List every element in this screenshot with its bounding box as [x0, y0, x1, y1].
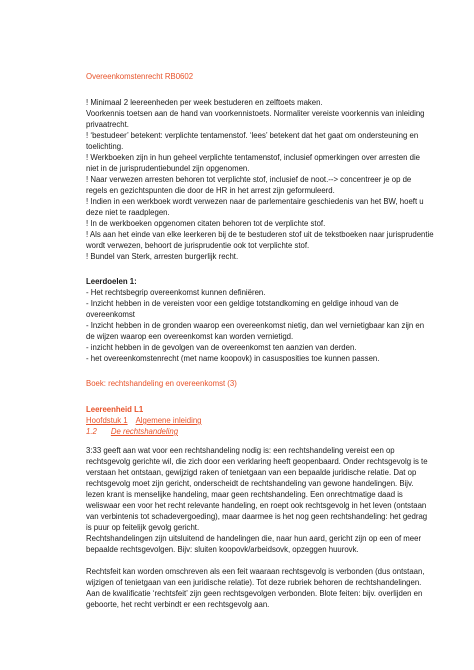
unit-heading: Leereenheid L1	[86, 405, 144, 414]
section-number: 1.2	[86, 427, 97, 436]
chapter-heading	[86, 415, 434, 426]
goal-item: - het overeenkomstenrecht (met name koopovk) in casusposities toe kunnen passen.	[86, 354, 380, 363]
note-line: Voorkennis toetsen aan de hand van voorkennistoets. Normaliter vereiste voorkennis van inleiding privaatrecht.	[86, 109, 425, 129]
note-line: ! Als aan het einde van elke leerkeren bij de te bestuderen stof uit de tekstboeken naar jurisprudentie wordt verwezen, behoort de jurisprudentie ook tot verplichte stof.	[86, 230, 434, 250]
body-paragraph: Rechtsfeit kan worden omschreven als een feit waaraan rechtsgevolg is verbonden (dus ontstaan, wijzigen of tenietgaan van een juridische relatie). Tot deze rubriek behoren de rechtshandelingen. Aan de kwalificatie ‘rechtsfeit’ zijn geen rechtsgevolgen verbonden. Blote feiten: bijv. overlijden en geboorte, het recht verbindt er een rechtsgevolg aan.	[86, 567, 425, 609]
chapter-number: Hoofdstuk 1	[86, 416, 128, 425]
goal-item: - Inzicht hebben in de gronden waarop een overeenkomst nietig, dan wel vernietigbaar kan zijn en de wijzen waarop een overeenkomst kan worden vernietigd.	[86, 321, 425, 341]
section-heading	[86, 426, 434, 437]
body-paragraph: Rechtshandelingen zijn uitsluitend de handelingen die, naar hun aard, gericht zijn op een of meer bepaalde rechtsgevolgen. Bijv: sluiten koopovk/arbeidsovk, opzeggen huurovk.	[86, 534, 422, 554]
notes-block	[86, 97, 434, 262]
note-line: ! Bundel van Sterk, arresten burgerlijk recht.	[86, 252, 239, 261]
goal-item: - Het rechtsbegrip overeenkomst kunnen definiëren.	[86, 288, 266, 297]
section-name: De rechtshandeling	[110, 427, 179, 436]
note-line: ! Minimaal 2 leereenheden per week bestuderen en zelftoets maken.	[86, 98, 323, 107]
note-line: ! Indien in een werkboek wordt verwezen naar de parlementaire geschiedenis van het BW, hoeft u deze niet te raadplegen.	[86, 197, 424, 217]
goal-item: - inzicht hebben in de gevolgen van de overeenkomst ten aanzien van derden.	[86, 343, 357, 352]
note-line: ! Werkboeken zijn in hun geheel verplichte tentamenstof, inclusief opmerkingen over arresten die niet in de jurisprudentiebundel zijn opgenomen.	[86, 153, 421, 173]
unit-heading-block	[86, 404, 434, 437]
book-heading: Boek: rechtshandeling en overeenkomst (3)	[86, 379, 237, 388]
goals-heading: Leerdoelen 1:	[86, 277, 137, 286]
body-paragraph: 3:33 geeft aan wat voor een rechtshandeling nodig is: een rechtshandeling vereist een op rechtsgevolg gerichte wil, die zich door een verklaring heeft geopenbaard. Onder rechtsgevolg is te verstaan het ontstaan, gewijzigd raken of tenietgaan van een bepaalde juridische relatie. Dat op rechtsgevolg moet zijn gericht, onderscheidt de rechtshandeling van gewone handelingen. Bijv. lezen krant is menselijke handeling, maar geen rechtshandeling. Een onrechtmatige daad is weliswaar een voor het recht relevante handeling, en roept ook rechtsgevolg in het leven (ontstaan van verbintenis tot schadevergoeding), maar daarmee is het nog geen rechtshandeling: het gedrag is puur op feitelijk gevolg gericht.	[86, 446, 428, 532]
document-title: Overeenkomstenrecht RB0602	[86, 72, 194, 81]
note-line: ! Naar verwezen arresten behoren tot verplichte stof, inclusief de noot.--> concentreer je op de regels en gezichtspunten die door de HR in het arrest zijn geformuleerd.	[86, 175, 412, 195]
chapter-name: Algemene inleiding	[135, 416, 202, 425]
goals-block	[86, 276, 434, 364]
goal-item: - Inzicht hebben in de vereisten voor een geldige totstandkoming en geldige inhoud van de overeenkomst	[86, 299, 399, 319]
note-line: ! In de werkboeken opgenomen citaten behoren tot de verplichte stof.	[86, 219, 326, 228]
note-line: ! ‘bestudeer’ betekent: verplichte tentamenstof. ‘lees’ betekent dat het gaat om ondersteuning en toelichting.	[86, 131, 419, 151]
